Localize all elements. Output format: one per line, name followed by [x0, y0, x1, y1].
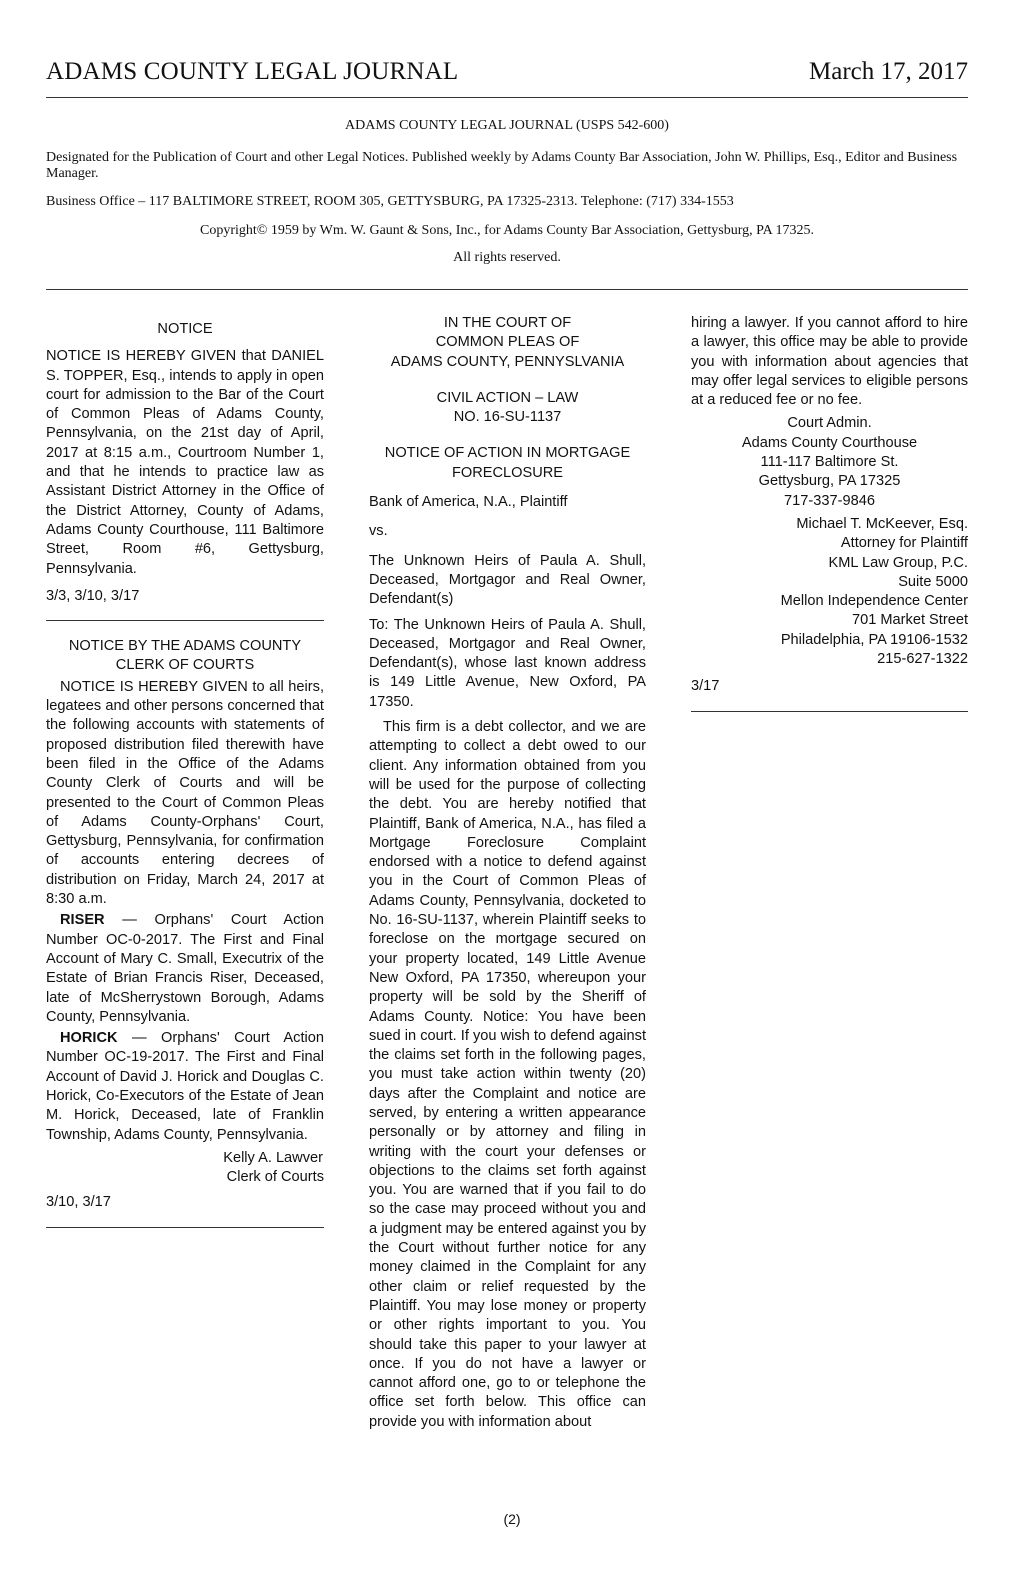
- attorney-role: Attorney for Plaintiff: [840, 535, 968, 552]
- foreclosure-divider: [691, 711, 968, 712]
- addressee: To: The Unknown Heirs of Paula A. Shull, Deceased, Mortgagor and Real Owner, Defendant(s), whose last known address is 149 Little Avenue, New Oxford, PA 17350.: [369, 616, 646, 710]
- masthead: [46, 118, 968, 266]
- horick-account: [46, 1029, 324, 1145]
- notice-divider: [46, 620, 324, 621]
- issue-date: March 17, 2017: [809, 58, 968, 85]
- riser-account: [46, 911, 324, 1027]
- clerk-notice-divider: [46, 1227, 324, 1228]
- court-admin-2: Adams County Courthouse: [741, 434, 918, 451]
- attorney-name: Michael T. McKeever, Esq.: [796, 515, 968, 532]
- masthead-designation: Designated for the Publication of Court and other Legal Notices. Published weekly by Adams County Bar Association, John W. Phillips, Esq., Editor and Business Manager.: [46, 150, 958, 181]
- clerk-notice-body: NOTICE IS HEREBY GIVEN to all heirs, legatees and other persons concerned that the following accounts with statements of proposed distribution filed therewith have been filed in the Office of the Adams County Clerk of Courts and will be presented to the Court of Common Pleas of Adams County-Orphans' Court, Gettysburg, Pennsylvania, for confirmation of accounts entering decrees of distribution on Friday, March 24, 2017 at 8:30 a.m.: [46, 678, 324, 908]
- notice-heading: NOTICE: [157, 321, 213, 337]
- horick-name: HORICK: [60, 1030, 118, 1047]
- attorney-suite: Suite 5000: [898, 573, 968, 590]
- attorney-street: 701 Market Street: [852, 612, 968, 629]
- clerk-notice-dates: 3/10, 3/17: [46, 1194, 111, 1211]
- masthead-divider: [46, 289, 968, 290]
- column-left: [46, 314, 324, 1244]
- clerk-signer-name: Kelly A. Lawver: [223, 1149, 323, 1166]
- foreclosure-dates: 3/17: [691, 678, 720, 695]
- notice-admission-dates: 3/3, 3/10, 3/17: [46, 587, 140, 604]
- court-admin-4: Gettysburg, PA 17325: [758, 473, 901, 490]
- page-number: (2): [503, 1511, 521, 1527]
- foreclosure-title-2: FORECLOSURE: [451, 464, 564, 481]
- clerk-notice-heading-1: NOTICE BY THE ADAMS COUNTY: [68, 638, 302, 655]
- defendant: The Unknown Heirs of Paula A. Shull, Deceased, Mortgagor and Real Owner, Defendant(s): [369, 552, 646, 608]
- clerk-notice-heading-2: CLERK OF COURTS: [115, 657, 255, 674]
- horick-text: — Orphans' Court Action Number OC-19-2017. The First and Final Account of David J. Horick and Douglas C. Horick, Co-Executors of the Estate of Jean M. Horick, Deceased, late of Franklin Township, Adams County, Pennsylvania.: [46, 1030, 324, 1143]
- foreclosure-title-1: NOTICE OF ACTION IN MORTGAGE: [384, 445, 631, 462]
- civil-action: CIVIL ACTION – LAW: [436, 389, 579, 406]
- header-divider: [46, 97, 968, 98]
- case-number: NO. 16-SU-1137: [453, 409, 562, 426]
- versus: vs.: [369, 523, 388, 540]
- attorney-firm: KML Law Group, P.C.: [828, 554, 968, 571]
- masthead-usps: ADAMS COUNTY LEGAL JOURNAL (USPS 542-600): [345, 118, 669, 133]
- court-name-1: IN THE COURT OF: [443, 315, 572, 331]
- foreclosure-body-continued: hiring a lawyer. If you cannot afford to hire a lawyer, this office may be able to provide you with information about agencies that may offer legal services to eligible persons at a reduced fee or no fee.: [691, 315, 968, 409]
- court-name-2: COMMON PLEAS OF: [435, 334, 580, 351]
- court-admin-5: 717-337-9846: [784, 492, 875, 509]
- masthead-business-office: Business Office – 117 BALTIMORE STREET, ROOM 305, GETTYSBURG, PA 17325-2313. Telephone: (717) 334-1553: [46, 194, 734, 209]
- court-name-3: ADAMS COUNTY, PENNYSLVANIA: [390, 353, 625, 370]
- notice-admission-body: NOTICE IS HEREBY GIVEN that DANIEL S. TOPPER, Esq., intends to apply in open court for admission to the Bar of the Court of Common Pleas of Adams County, Pennsylvania, on the 21st day of April, 2017 at 8:15 a.m., Courtroom Number 1, and that he intends to practice law as Assistant District Attorney in the Office of the District Attorney, County of Adams, Adams County Courthouse, 111 Baltimore Street, Room #6, Gettysburg, Pennsylvania.: [46, 348, 324, 577]
- court-admin-3: 111-117 Baltimore St.: [760, 454, 899, 471]
- court-admin-1: Court Admin.: [787, 415, 872, 432]
- riser-name: RISER: [60, 912, 105, 929]
- masthead-copyright: Copyright© 1959 by Wm. W. Gaunt & Sons, Inc., for Adams County Bar Association, Gettysburg, PA 17325.: [200, 223, 814, 238]
- attorney-phone: 215-627-1322: [877, 651, 968, 668]
- journal-title: ADAMS COUNTY LEGAL JOURNAL: [46, 58, 459, 85]
- riser-text: — Orphans' Court Action Number OC-0-2017. The First and Final Account of Mary C. Small, Executrix of the Estate of Brian Francis Riser, Deceased, late of McSherrystown Borough, Adams County, Pennsylvania.: [46, 912, 324, 1025]
- clerk-signer-title: Clerk of Courts: [226, 1169, 324, 1186]
- plaintiff: Bank of America, N.A., Plaintiff: [369, 494, 568, 511]
- attorney-city: Philadelphia, PA 19106-1532: [780, 631, 968, 648]
- masthead-rights: All rights reserved.: [453, 250, 561, 265]
- attorney-building: Mellon Independence Center: [780, 593, 968, 610]
- column-right: [691, 314, 968, 728]
- foreclosure-body: This firm is a debt collector, and we are attempting to collect a debt owed to our client. Any information obtained from you will be used for the purpose of collecting the debt. You are hereby notified that Plaintiff, Bank of America, N.A., has filed a Mortgage Foreclosure Complaint endorsed with a notice to defend against you in the Court of Common Pleas of Adams County, Pennsylvania, docketed to No. 16-SU-1137, wherein Plaintiff seeks to foreclose on the mortgage secured on your property located, 149 Little Avenue New Oxford, PA 17350, whereupon your property will be sold by the Sheriff of Adams County. Notice: You have been sued in court. If you wish to defend against the claims set forth in the following pages, you must take action within twenty (20) days after the Complaint and notice are served, by entering a written appearance personally or by attorney and filing in writing with the court your defenses or objections to the claims set forth against you. You are warned that if you fail to do so the case may proceed without you and a judgment may be entered against you by the Court without further notice for any money claimed in the Complaint for any other claim or relief requested by the Plaintiff. You may lose money or property or other rights important to you. You should take this paper to your lawyer at once. If you do not have a lawyer or cannot afford one, go to or telephone the office set forth below. This office can provide you with information about: [369, 719, 646, 1430]
- column-middle: [369, 314, 646, 1432]
- journal-header: [46, 58, 968, 92]
